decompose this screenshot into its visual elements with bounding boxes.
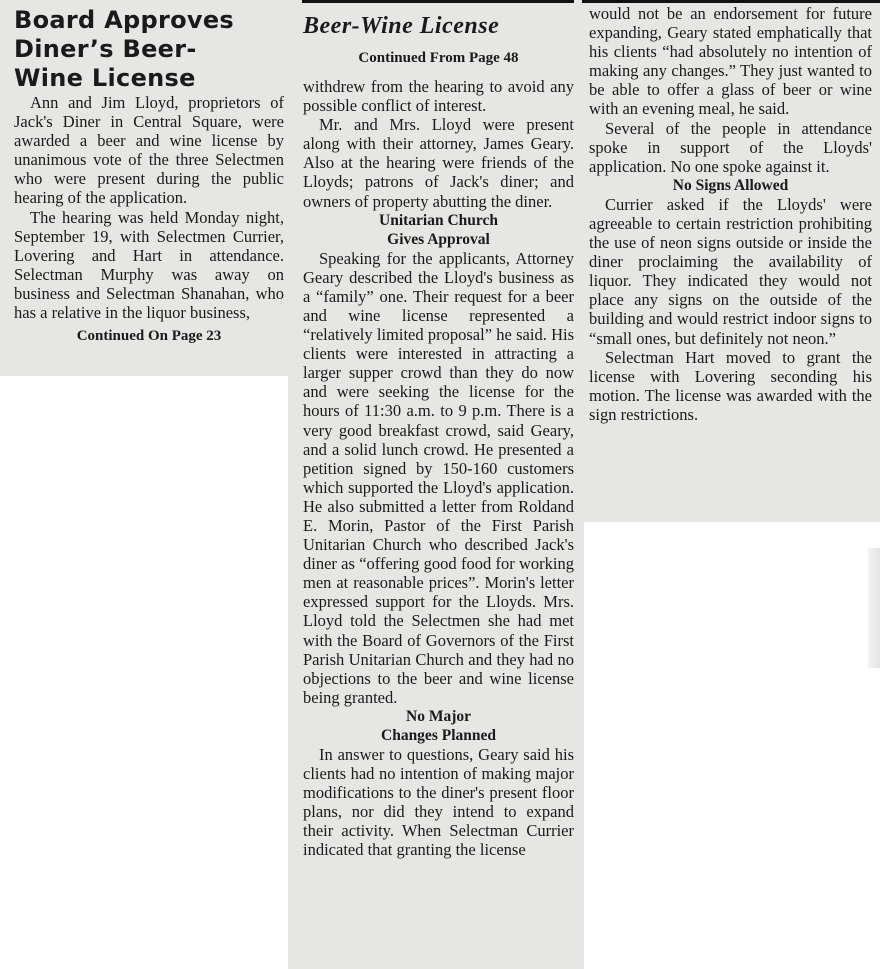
subhead-line: Changes Planned [381,726,496,744]
body-paragraph: would not be an endorsement for future expanding, Geary stated emphatically that his clients “had absolutely no intention of making any changes.” They just wanted to be able to offer a glass of beer or wine with an evening meal, he said. [589,4,872,119]
subhead-unitarian-church [303,211,574,249]
continued-from-note: Continued From Page 48 [358,50,519,66]
subhead-line: No Major [406,707,471,725]
continuation-kicker: Beer-Wine License [303,13,500,39]
body-paragraph: Several of the people in attendance spoke in support of the Lloyds' application. No one spoke against it. [589,118,872,176]
body-paragraph: Selectman Hart moved to grant the license with Lovering seconding his motion. The license was awarded with the sign restrictions. [589,347,872,424]
body-paragraph: Speaking for the applicants, Attorney Geary described the Lloyd's business as a “family” one. Their request for a beer and wine license represented a “relatively limited proposal” he said. His clients were interested in attracting a larger supper crowd than they do now and were seeking the license for the hours of 11:30 a.m. to 9 p.m. There is a very good breakfast crowd, said Geary, and a solid lunch crowd. He presented a petition signed by 150-160 customers which supported the Lloyd's application. He also submitted a letter from Roldand E. Morin, Pastor of the First Parish Unitarian Church who described Jack's diner as “offering good food for working men at reasonable prices”. Morin's letter expressed support for the Lloyds. Mrs. Lloyd told the Selectmen she had met with the Board of Governors of the First Parish Unitarian Church and they had no objections to the beer and wine license being granted. [303,248,574,707]
subhead-no-signs-allowed: No Signs Allowed [672,176,789,194]
body-paragraph: Mr. and Mrs. Lloyd were present along with their attorney, James Geary. Also at the hearing were friends of the Lloyds; patrons of Jack's diner; and owners of property abutting the diner. [303,115,574,211]
headline-line: Diner’s Beer- [14,35,197,63]
headline-line: Wine License [14,64,196,92]
headline-line: Board Approves [14,6,235,34]
clipping-right-column [582,0,880,522]
scan-edge-shadow [868,548,880,668]
continued-on-note: Continued On Page 23 [76,328,222,345]
top-rule [582,0,880,3]
body-paragraph: Ann and Jim Lloyd, proprietors of Jack's Diner in Central Square, were awarded a beer and wine license by unanimous vote of the three Selectmen who were present during the public hearing of the application. [14,93,284,208]
subhead-line: Gives Approval [387,230,490,248]
body-paragraph: In answer to questions, Geary said his clients had no intention of making major modifications to the diner's present floor plans, nor did they intend to expand their activity. When Selectman Currier indicated that granting the license [303,744,574,860]
body-paragraph: Currier asked if the Lloyds' were agreeable to certain restriction prohibiting the use of neon signs outside or inside the diner proclaiming the availability of liquor. They indicated they would not place any signs on the outside of the building and would restrict indoor signs to “small ones, but definitely not neon.” [589,194,872,348]
clipping-left-column [0,0,292,376]
clipping-middle-column [288,0,584,969]
headline [14,6,284,93]
subhead-no-major-changes [303,707,574,745]
body-paragraph: The hearing was held Monday night, September 19, with Selectmen Currier, Lovering and Hart in attendance. Selectman Murphy was away on business and Selectman Shanahan, who has a relative in the liquor business, [14,207,284,323]
top-rule [302,0,574,3]
body-paragraph: withdrew from the hearing to avoid any possible conflict of interest. [303,77,574,116]
subhead-line: Unitarian Church [379,211,498,229]
